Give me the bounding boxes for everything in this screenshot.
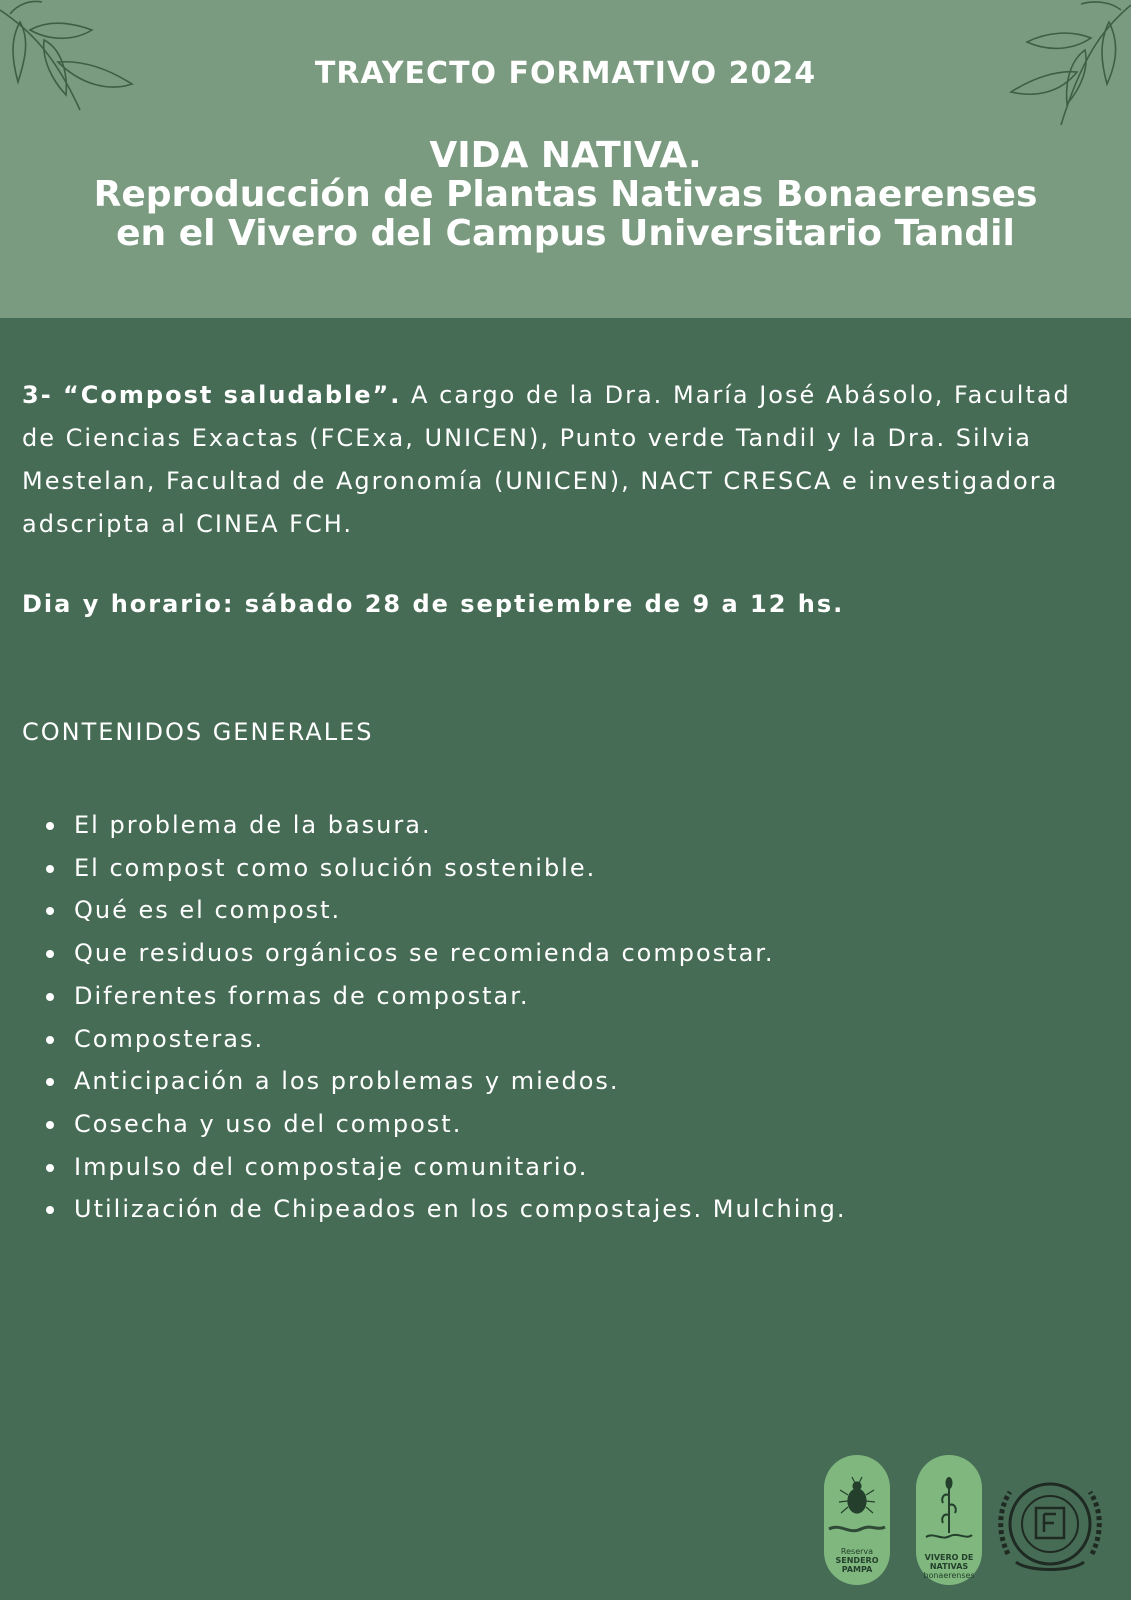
list-item [22, 1018, 1072, 1061]
logo-text: SENDERO [835, 1556, 879, 1565]
bullet-icon [46, 907, 54, 915]
list-item [22, 1103, 1072, 1146]
list-item-text: Que residuos orgánicos se recomienda compostar. [74, 939, 775, 968]
list-item [22, 1060, 1072, 1103]
header-band [0, 0, 1131, 318]
bullet-icon [46, 1206, 54, 1214]
bullet-icon [46, 1121, 54, 1129]
list-item [22, 804, 1072, 847]
title-line: VIDA NATIVA. [429, 135, 702, 176]
list-item [22, 889, 1072, 932]
list-item [22, 847, 1072, 890]
bullet-icon [46, 865, 54, 873]
contents-heading: CONTENIDOS GENERALES [22, 718, 374, 746]
bullet-icon [46, 950, 54, 958]
list-item [22, 1146, 1072, 1189]
list-item-text: Utilización de Chipeados en los compostajes. Mulching. [74, 1195, 847, 1224]
vivero-nativas-logo [916, 1455, 982, 1585]
list-item-text: Composteras. [74, 1024, 265, 1053]
list-item [22, 975, 1072, 1018]
list-item [22, 932, 1072, 975]
list-item-text: Anticipación a los problemas y miedos. [74, 1067, 620, 1096]
logo-text: PAMPA [841, 1565, 873, 1574]
logo-text: VIVERO DE [924, 1553, 974, 1562]
logo-text: Reserva [840, 1547, 874, 1556]
title-line: Reproducción de Plantas Nativas Bonaerenses [93, 174, 1038, 215]
list-item-text: El problema de la basura. [74, 811, 432, 839]
list-item-text: Qué es el compost. [74, 896, 342, 925]
university-seal-logo [994, 1468, 1106, 1580]
beetle-icon [837, 1475, 877, 1519]
list-item-text: El compost como solución sostenible. [74, 853, 597, 882]
plant-icon [929, 1475, 969, 1535]
page-title [0, 136, 1131, 253]
session-lecturers: A cargo de la Dra. María José Abásolo, Facultad de Ciencias Exactas (FCExa, UNICEN), Punto verde Tandil y la Dra. Silvia Mestelan, Facultad de Agronomía (UNICEN), NACT CRESCA e investigadora adscripta al CINEA FCH. [22, 381, 1071, 538]
session-description [22, 374, 1112, 546]
bullet-icon [46, 1036, 54, 1044]
sendero-pampa-logo [824, 1455, 890, 1585]
session-title: 3- “Compost saludable”. [22, 381, 402, 409]
logo-text: NATIVAS [929, 1562, 969, 1571]
session-schedule: Dia y horario: sábado 28 de septiembre de 9 a 12 hs. [22, 590, 845, 618]
logo-text: bonaerenses [923, 1571, 975, 1580]
list-item [22, 1188, 1072, 1231]
title-line: en el Vivero del Campus Universitario Tandil [116, 213, 1015, 254]
bullet-icon [46, 1164, 54, 1172]
contents-list [22, 804, 1072, 1231]
bullet-icon [46, 993, 54, 1001]
list-item-text: Diferentes formas de compostar. [74, 981, 530, 1010]
list-item-text: Impulso del compostaje comunitario. [74, 1152, 589, 1181]
list-item-text: Cosecha y uso del compost. [74, 1109, 463, 1138]
bullet-icon [46, 822, 54, 830]
program-kicker: TRAYECTO FORMATIVO 2024 [314, 56, 817, 91]
bullet-icon [46, 1078, 54, 1086]
trail-icon [827, 1521, 887, 1537]
